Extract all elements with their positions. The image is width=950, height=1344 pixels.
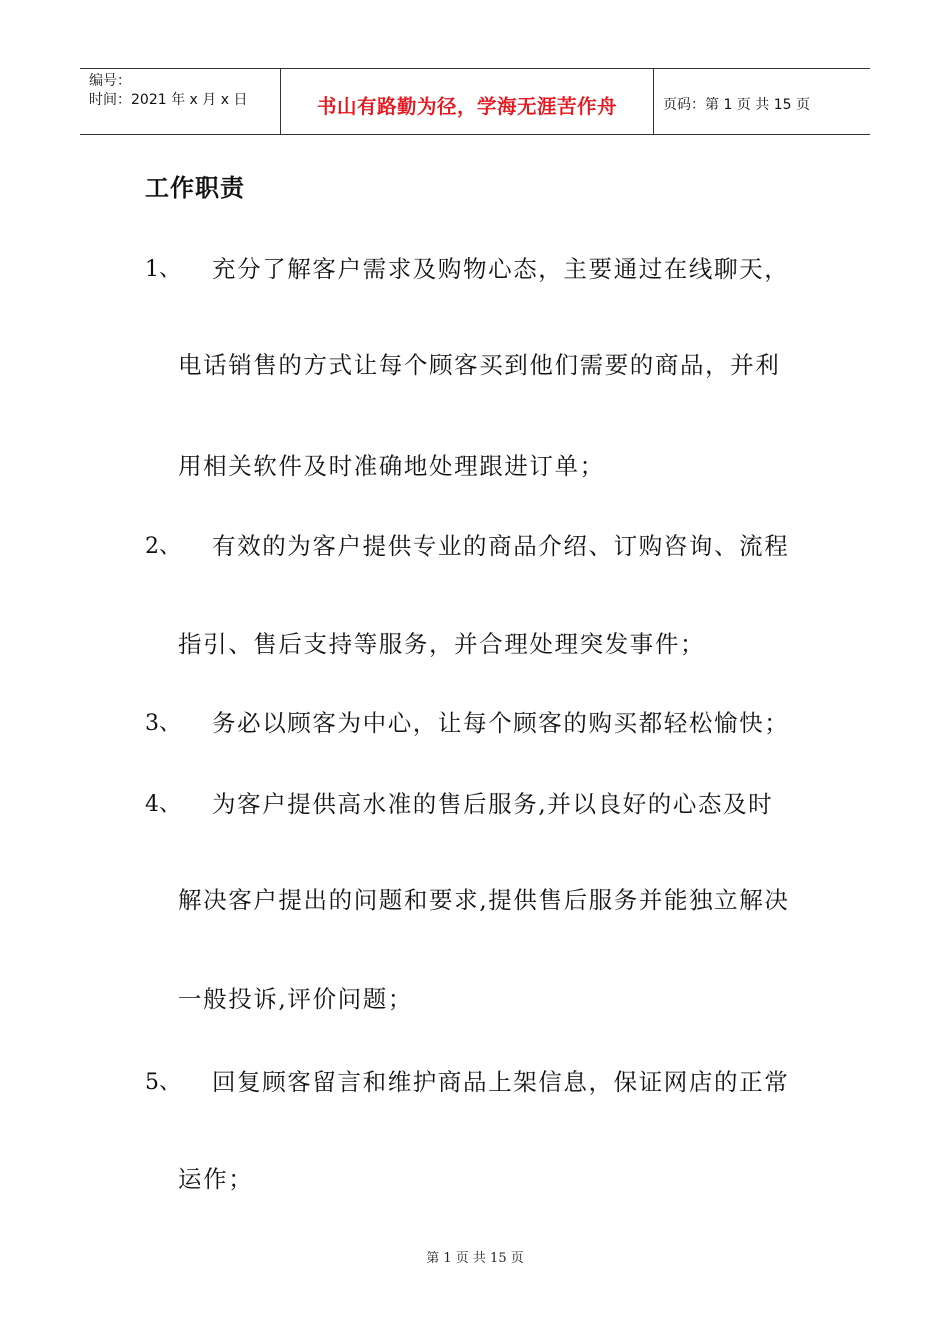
number-label: 编号： [89,73,131,89]
page-info-text: 页码：第 1 页 共 15 页 [663,96,810,113]
item-line: 用相关软件及时准确地处理跟进订单； [178,452,605,480]
item-line: 电话销售的方式让每个顾客买到他们需要的商品，并利 [178,351,781,379]
page-header [80,68,870,135]
item-number: 3、 [145,711,181,736]
item-line: 为客户提供高水准的售后服务,并以良好的心态及时 [212,790,774,818]
header-page-info [654,69,870,134]
item-number: 5、 [145,1070,181,1095]
item-line: 有效的为客户提供专业的商品介绍、订购咨询、流程 [212,532,790,560]
item-line: 务必以顾客为中心，让每个顾客的购买都轻松愉快； [212,709,790,737]
item-number: 4、 [145,792,181,817]
motto-text: 书山有路勤为径，学海无涯苦作舟 [316,94,617,118]
item-line: 充分了解客户需求及购物心态，主要通过在线聊天， [212,255,790,283]
item-number: 2、 [145,534,181,559]
header-motto-cell [281,69,654,134]
page-footer [0,1247,950,1266]
item-number: 1、 [145,257,181,282]
footer-page-number: 第 1 页 共 15 页 [426,1251,524,1266]
time-label: 时间：2021 年 x 月 x 日 [89,92,248,108]
item-line: 一般投诉,评价问题； [178,985,413,1013]
item-line: 指引、售后支持等服务，并合理处理突发事件； [178,630,706,658]
item-line: 回复顾客留言和维护商品上架信息，保证网店的正常 [212,1068,790,1096]
item-line: 解决客户提出的问题和要求,提供售后服务并能独立解决 [178,886,790,914]
page-title: 工作职责 [145,174,245,202]
header-meta [80,69,281,134]
item-line: 运作； [178,1165,254,1193]
